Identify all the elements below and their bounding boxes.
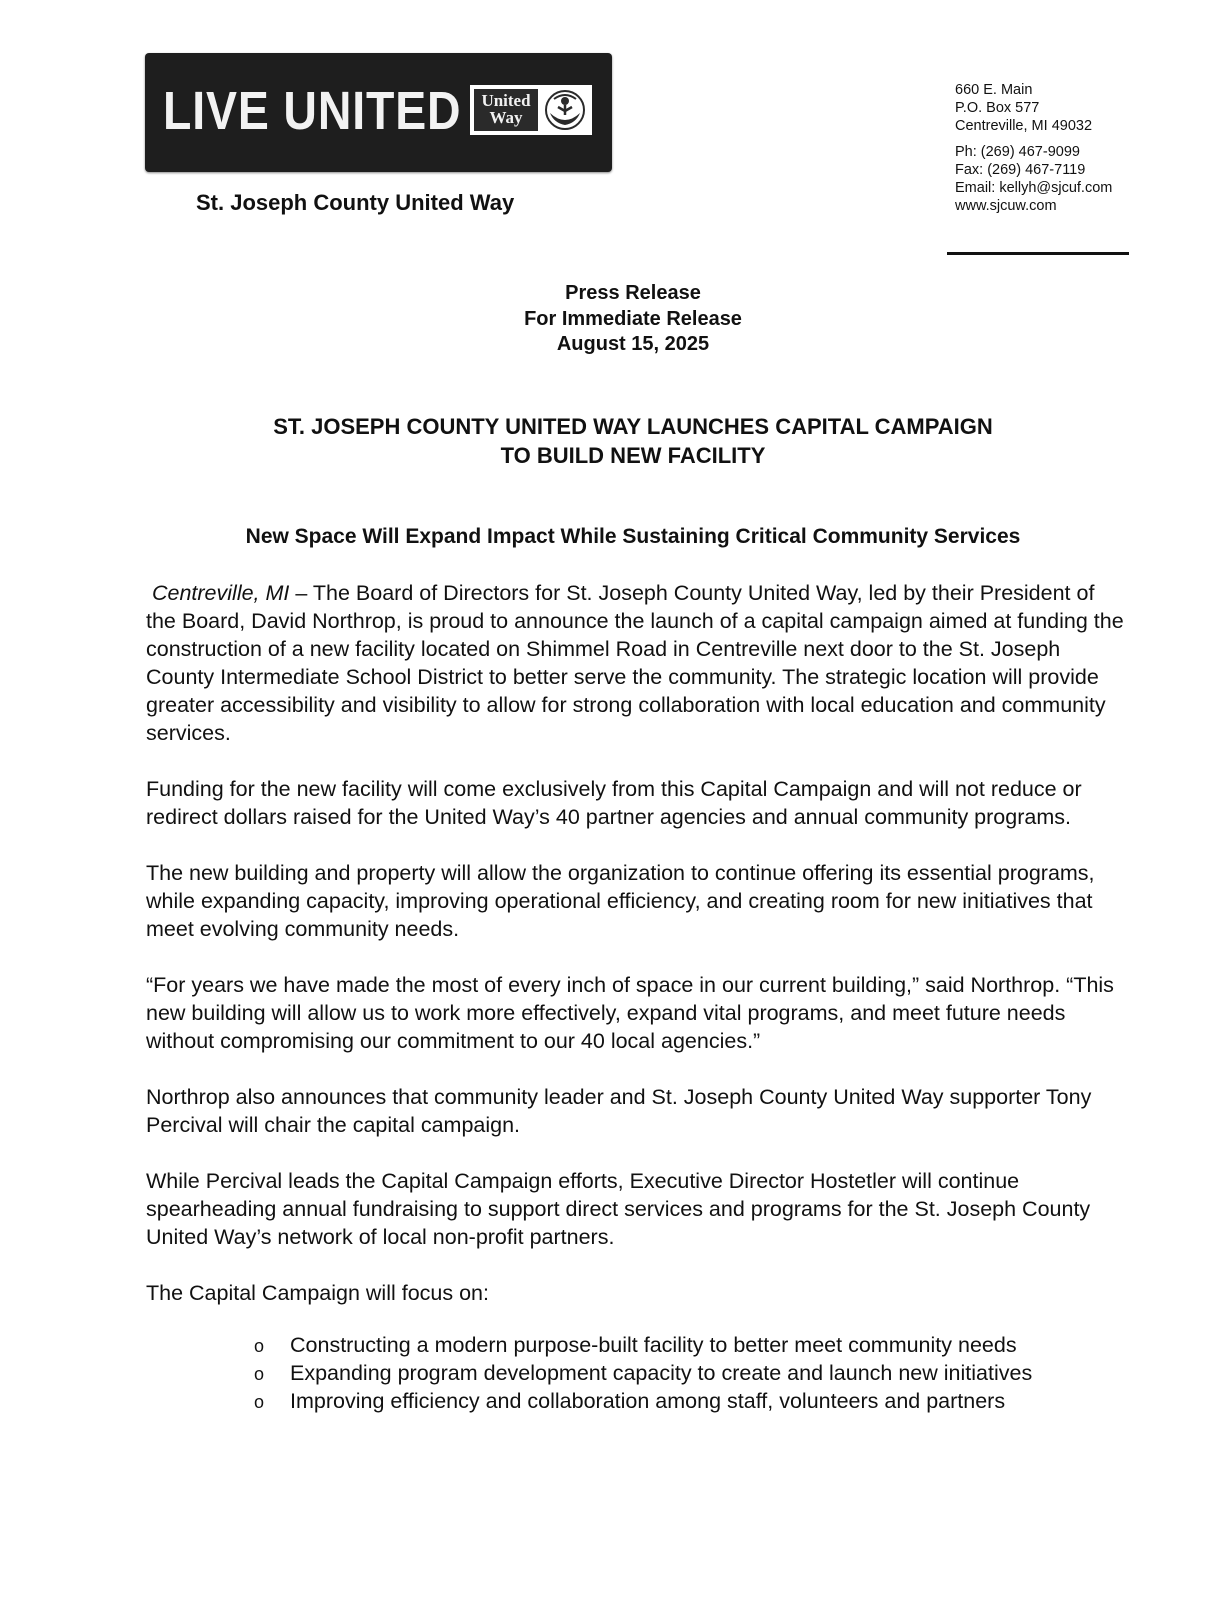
united-way-badge [470, 85, 592, 135]
phone-number: Ph: (269) 467-9099 [955, 144, 1080, 160]
paragraph-1-text: – The Board of Directors for St. Joseph County United Way, led by their President of the Board, David Northrop, is proud to announce the launch of a capital campaign aimed at funding the construction of a new facility located on Shimmel Road in Centreville next door to the St. Joseph County Intermediate School District to better serve the community. The strategic location will provide greater accessibility and visibility to allow for strong collaboration with local education and community services. [146, 581, 1124, 745]
bullet-mark: o [254, 1336, 265, 1356]
logo-wordmark: LIVE UNITED [163, 81, 462, 141]
badge-line-2: Way [489, 108, 523, 127]
release-body [146, 579, 1128, 1415]
united-way-badge-text [474, 89, 538, 131]
headline [0, 412, 1228, 470]
list-item-text: Constructing a modern purpose-built facility to better meet community needs [290, 1333, 1017, 1357]
headline-line-2: TO BUILD NEW FACILITY [500, 443, 766, 468]
release-type: Press Release [565, 282, 701, 304]
address-line-2: P.O. Box 577 [955, 100, 1040, 116]
dateline: Centreville, MI [151, 581, 290, 605]
organization-name: St. Joseph County United Way [196, 190, 515, 215]
paragraph-4: “For years we have made the most of every inch of space in our current building,” said Northrop. “This new building will allow us to work more effectively, expand vital programs, and meet future needs without compromising our commitment to our 40 local agencies.” [146, 973, 1114, 1053]
list-item-text: Improving efficiency and collaboration among staff, volunteers and partners [290, 1389, 1006, 1413]
paragraph-7: The Capital Campaign will focus on: [146, 1281, 489, 1305]
paragraph-5: Northrop also announces that community leader and St. Joseph County United Way supporter Tony Percival will chair the capital campaign. [146, 1085, 1092, 1137]
release-timing: For Immediate Release [524, 307, 742, 330]
list-item [254, 1331, 1128, 1359]
paragraph-1 [146, 579, 1128, 747]
paragraph-6: While Percival leads the Capital Campaign efforts, Executive Director Hostetler will continue spearheading annual fundraising to support direct services and programs for the St. Joseph County United Way’s network of local non-profit partners. [146, 1169, 1091, 1249]
bullet-mark: o [254, 1364, 265, 1384]
fax-number: Fax: (269) 467-7119 [955, 162, 1086, 178]
paragraph-2: Funding for the new facility will come exclusively from this Capital Campaign and will not reduce or redirect dollars raised for the United Way’s 40 partner agencies and annual community programs. [146, 777, 1082, 829]
release-date: August 15, 2025 [556, 333, 710, 355]
list-item-text: Expanding program development capacity to create and launch new initiatives [290, 1361, 1033, 1385]
address-line-1: 660 E. Main [955, 82, 1033, 98]
bullet-mark: o [254, 1392, 265, 1412]
paragraph-3: The new building and property will allow the organization to continue offering its essential programs, while expanding capacity, improving operational efficiency, and creating room for new initiatives that meet evolving community needs. [146, 861, 1095, 941]
contact-divider [947, 252, 1129, 255]
subheadline: New Space Will Expand Impact While Sustaining Critical Community Services [245, 525, 1021, 548]
contact-block [955, 81, 1112, 215]
list-item [254, 1359, 1128, 1387]
contact-spacer [955, 135, 1112, 143]
headline-line-1: ST. JOSEPH COUNTY UNITED WAY LAUNCHES CAPITAL CAMPAIGN [273, 414, 993, 439]
badge-line-1: United [481, 91, 531, 110]
website-url: www.sjcuw.com [955, 198, 1057, 214]
email-address: Email: kellyh@sjcuf.com [955, 180, 1113, 196]
united-way-hand-icon [544, 89, 586, 131]
focus-list [146, 1331, 1128, 1415]
list-item [254, 1387, 1128, 1415]
release-header [0, 281, 1228, 358]
live-united-logo [145, 53, 612, 172]
city-state-zip: Centreville, MI 49032 [955, 118, 1093, 134]
